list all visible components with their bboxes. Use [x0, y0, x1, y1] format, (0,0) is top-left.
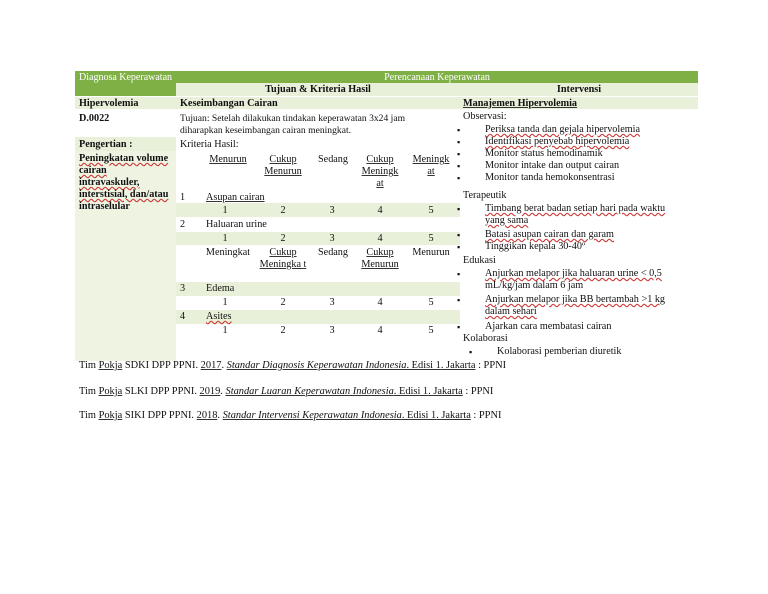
kolaborasi-label: Kolaborasi [463, 333, 508, 344]
score-2-1: 1 [222, 233, 228, 244]
pengertian-line: cairan [79, 165, 107, 176]
observasi-list [485, 124, 640, 184]
diagnosis-code: D.0022 [79, 113, 110, 124]
subheader-tujuan: Tujuan & Kriteria Hasil [265, 84, 371, 95]
score-4-5: 5 [428, 325, 434, 336]
terapeutik-item: Tinggikan kepala 30-40º [485, 241, 586, 252]
header-diagnosa-label: Diagnosa Keperawatan [79, 72, 173, 83]
edukasi-label: Edukasi [463, 255, 496, 266]
score-4-4: 4 [377, 325, 383, 336]
terapeutik-list [485, 203, 665, 253]
tujuan-line-2: diharapkan keseimbangan cairan meningkat. [180, 125, 352, 136]
scale-a-4: Cukup Meningk at [361, 154, 399, 189]
score-3-2: 2 [280, 297, 286, 308]
score-1-1: 1 [222, 205, 228, 216]
criterion-name-4: Asites [206, 311, 232, 322]
criterion-no-4: 4 [180, 311, 186, 322]
edukasi-item: Anjurkan melapor jika haluaran urine < 0,5 [485, 268, 662, 279]
edukasi-item-cont: dalam sehari [485, 306, 537, 317]
pengertian-line: Peningkatan volume [79, 153, 169, 164]
score-1-5: 5 [428, 205, 434, 216]
reference-1: Tim Pokja SDKI DPP PPNI. 2017. Standar Diagnosis Keperawatan Indonesia. Edisi 1. Jakarta : PPNI [79, 360, 507, 371]
outcome-title: Keseimbangan Cairan [180, 98, 278, 109]
observasi-item: Identifikasi penyebab hipervolemia [485, 136, 630, 147]
diagnosis-name: Hipervolemia [79, 98, 139, 109]
score-3-1: 1 [222, 297, 228, 308]
subheader-intervensi: Intervensi [556, 84, 602, 95]
terapeutik-item-cont: yang sama [485, 215, 529, 226]
score-4-3: 3 [329, 325, 335, 336]
pengertian-line: intraselular [79, 201, 130, 212]
score-4-2: 2 [280, 325, 286, 336]
edukasi-item-cont: mL/kg/jam dalam 6 jam [485, 280, 584, 291]
score-3-4: 4 [377, 297, 383, 308]
score-2-5: 5 [428, 233, 434, 244]
score-2-3: 3 [329, 233, 335, 244]
criterion-name-1: Asupan cairan [206, 192, 265, 203]
score-1-2: 2 [280, 205, 286, 216]
edukasi-item: Anjurkan melapor jika BB bertambah >1 kg [485, 294, 666, 305]
score-4-1: 1 [222, 325, 228, 336]
scale-a-2: Cukup Menurun [264, 154, 302, 177]
observasi-item: Monitor status hemodinamik [485, 148, 603, 159]
pengertian-line: interstisial, dan/atau [79, 189, 169, 200]
edukasi-item: Ajarkan cara membatasi cairan [485, 321, 612, 332]
pengertian-text [79, 153, 168, 213]
criterion-name-3: Edema [206, 283, 235, 294]
intervention-title: Manajemen Hipervolemia [463, 98, 578, 109]
scale-b-3: Sedang [318, 247, 348, 258]
scale-b-1: Meningkat [205, 247, 251, 258]
pengertian-line: intravaskuler, [79, 177, 140, 188]
scale-b-5: Menurun [412, 247, 450, 258]
terapeutik-label: Terapeutik [463, 190, 507, 201]
kriteria-label: Kriteria Hasil: [180, 139, 239, 150]
tujuan-line-1: Tujuan: Setelah dilakukan tindakan keperawatan 3x24 jam [180, 113, 406, 124]
scale-b-4: Cukup Menurun [361, 247, 399, 270]
scale-a-5: Meningk at [412, 154, 450, 177]
score-1-3: 3 [329, 205, 335, 216]
observasi-item: Periksa tanda dan gejala hipervolemia [485, 124, 641, 135]
scale-a-3: Sedang [318, 154, 348, 165]
score-3-3: 3 [329, 297, 335, 308]
score-2-2: 2 [280, 233, 286, 244]
criterion-no-3: 3 [180, 283, 186, 294]
observasi-item: Monitor tanda hemokonsentrasi [485, 172, 615, 183]
reference-3: Tim Pokja SIKI DPP PPNI. 2018. Standar Intervensi Keperawatan Indonesia. Edisi 1. Jakarta : PPNI [79, 410, 502, 421]
terapeutik-item: Timbang berat badan setiap hari pada waktu [485, 203, 666, 214]
criterion-no-1: 1 [180, 192, 186, 203]
observasi-item: Monitor intake dan output cairan [485, 160, 620, 171]
score-2-4: 4 [377, 233, 383, 244]
scale-b-2: Cukup Meningka t [259, 247, 307, 270]
kolaborasi-item: Kolaborasi pemberian diuretik [497, 346, 622, 357]
criterion-no-2: 2 [180, 219, 186, 230]
score-1-4: 4 [377, 205, 383, 216]
terapeutik-item: Batasi asupan cairan dan garam [485, 229, 614, 240]
pengertian-label: Pengertian : [79, 139, 133, 150]
criterion-name-2: Haluaran urine [206, 219, 267, 230]
kolaborasi-list [497, 346, 621, 358]
score-3-5: 5 [428, 297, 434, 308]
header-perencanaan-label: Perencanaan Keperawatan [384, 72, 490, 83]
scale-a-1: Menurun [209, 154, 247, 165]
edukasi-list [485, 268, 665, 333]
observasi-label: Observasi: [463, 111, 507, 122]
reference-2: Tim Pokja SLKI DPP PPNI. 2019. Standar Luaran Keperawatan Indonesia. Edisi 1. Jakarta : PPNI [79, 386, 494, 397]
diagnosis-name-row [75, 97, 698, 109]
